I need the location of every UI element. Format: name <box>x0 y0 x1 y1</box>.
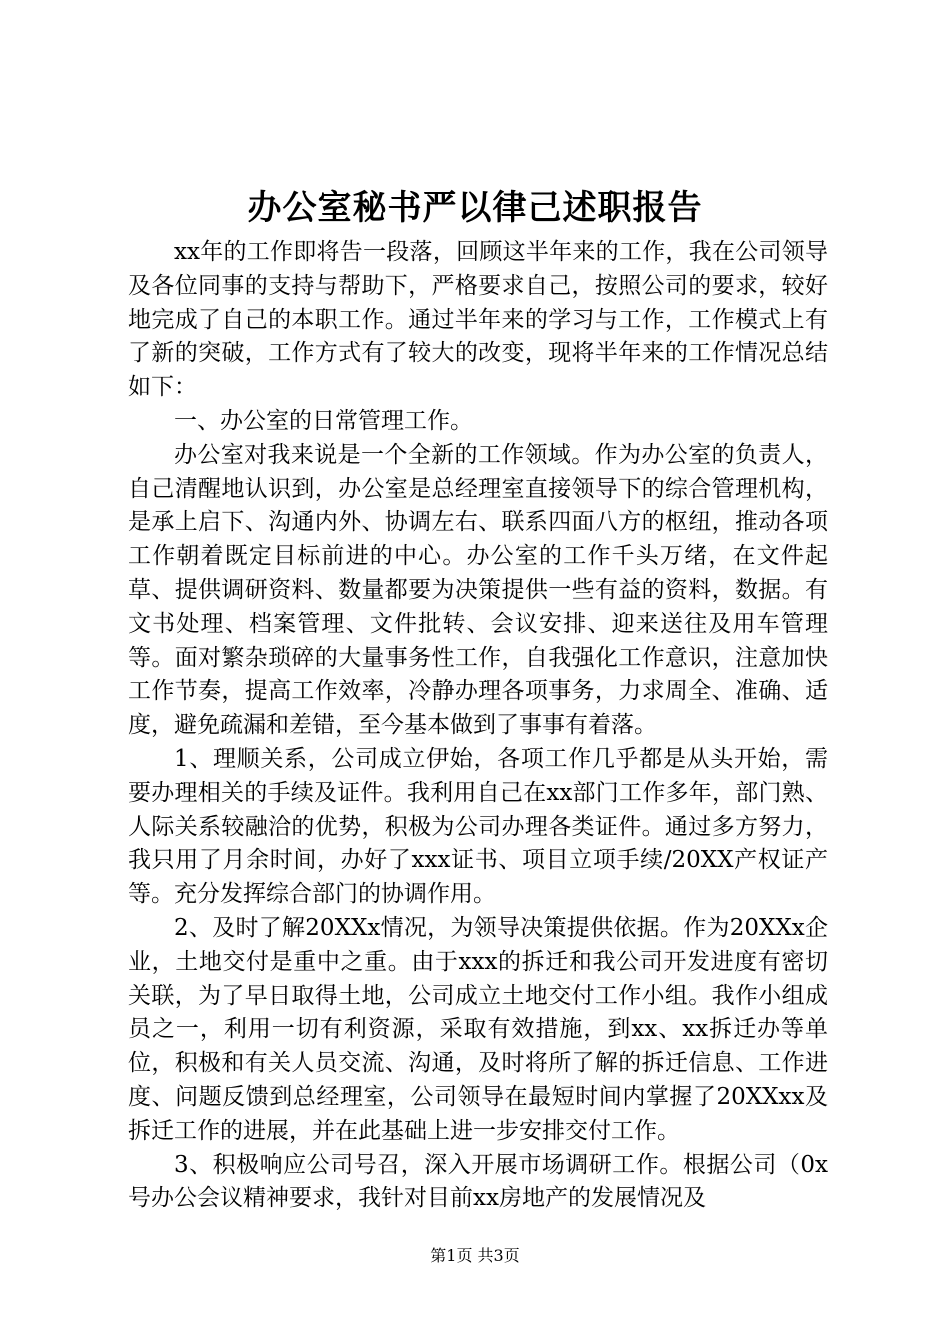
paragraph-intro: xx年的工作即将告一段落，回顾这半年来的工作，我在公司领导及各位同事的支持与帮助下，严格要求自己，按照公司的要求，较好地完成了自己的本职工作。通过半年来的学习与工作，工作模式上有了新的突破，工作方式有了较大的改变，现将半年来的工作情况总结如下： <box>128 239 828 401</box>
paragraph-office-role: 办公室对我来说是一个全新的工作领域。作为办公室的负责人，自己清醒地认识到，办公室是总经理室直接领导下的综合管理机构，是承上启下、沟通内外、协调左右、联系四面八方的枢纽，推动各项工作朝着既定目标前进的中心。办公室的工作千头万绪，在文件起草、提供调研资料、数量都要为决策提供一些有益的资料，数据。有文书处理、档案管理、文件批转、会议安排、迎来送往及用车管理等。面对繁杂琐碎的大量事务性工作，自我强化工作意识，注意加快工作节奏，提高工作效率，冷静办理各项事务，力求周全、准确、适度，避免疏漏和差错，至今基本做到了事事有着落。 <box>128 441 828 739</box>
paragraph-item-1: 1、理顺关系，公司成立伊始，各项工作几乎都是从头开始，需要办理相关的手续及证件。我利用自己在xx部门工作多年，部门熟、人际关系较融洽的优势，积极为公司办理各类证件。通过多方努力，我只用了月余时间，办好了xxx证书、项目立项手续/20XX产权证产等。充分发挥综合部门的协调作用。 <box>128 745 828 908</box>
paragraph-item-3: 3、积极响应公司号召，深入开展市场调研工作。根据公司（0x号办公会议精神要求，我针对目前xx房地产的发展情况及 <box>128 1151 828 1212</box>
document-body <box>128 236 828 1216</box>
document-title: 办公室秘书严以律己述职报告 <box>247 188 703 228</box>
paragraph-item-2: 2、及时了解20XXx情况，为领导决策提供依据。作为20XXx企业，土地交付是重中之重。由于xxx的拆迁和我公司开发进度有密切关联，为了早日取得土地，公司成立土地交付工作小组。我作小组成员之一，利用一切有利资源，采取有效措施，到xx、xx拆迁办等单位，积极和有关人员交流、沟通，及时将所了解的拆迁信息、工作进度、问题反馈到总经理室，公司领导在最短时间内掌握了20XXxx及拆迁工作的进展，并在此基础上进一步安排交付工作。 <box>128 914 828 1144</box>
paragraph-section-heading: 一、办公室的日常管理工作。 <box>174 407 473 434</box>
page-footer: 第1页 共3页 <box>430 1246 520 1265</box>
